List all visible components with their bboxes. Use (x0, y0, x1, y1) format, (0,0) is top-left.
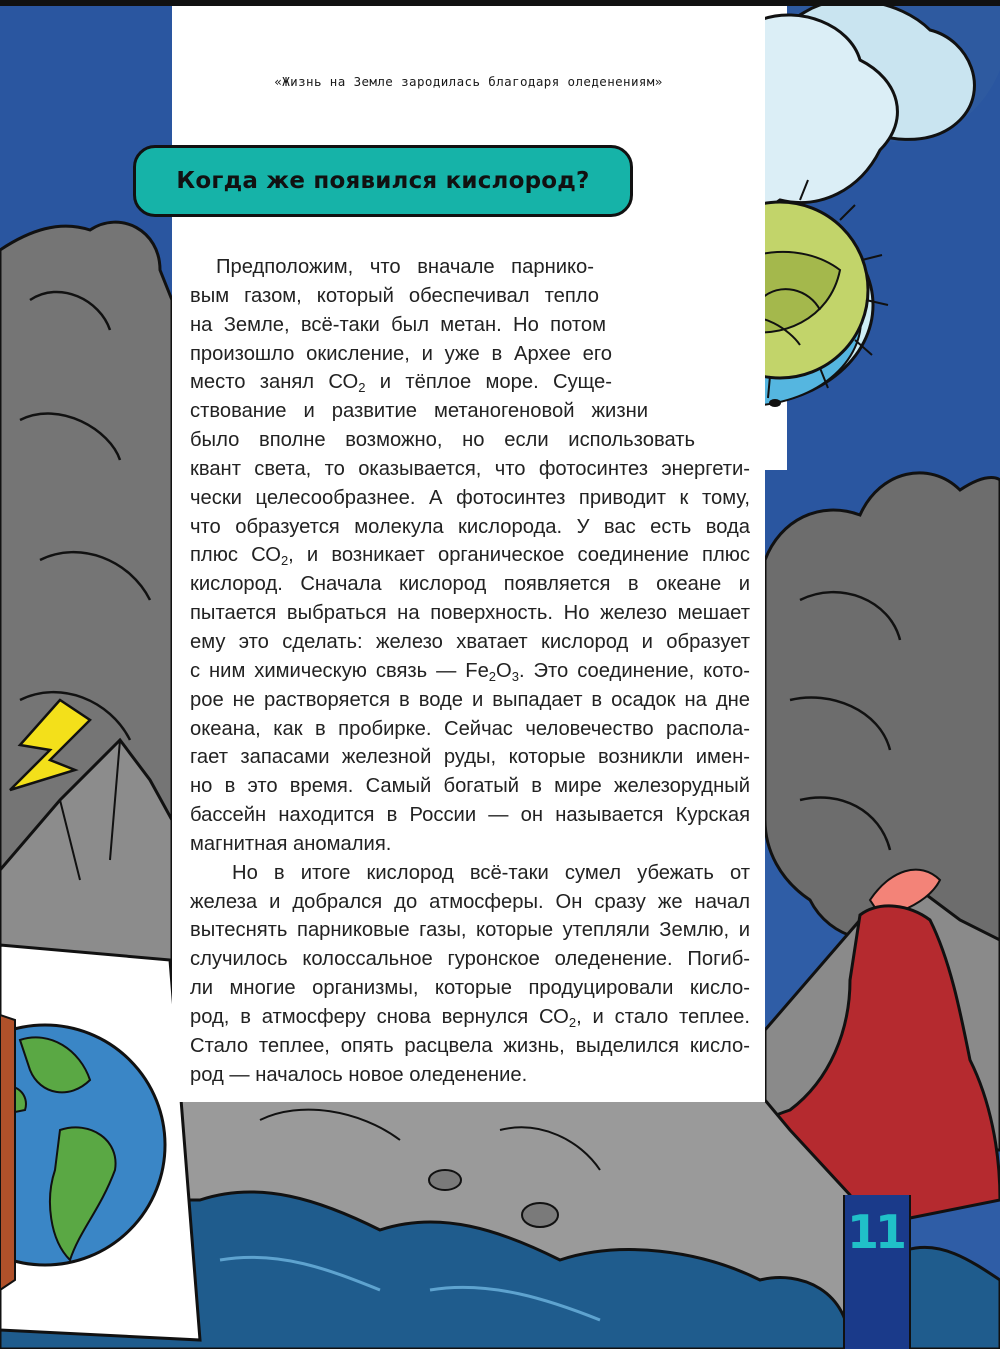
text-line: ему это сделать: железо хватает кислород и образует (190, 630, 750, 653)
text-line: ли многие организмы, которые продуцировали кисло- (190, 977, 750, 1000)
text-line: что образуется молекула кислорода. У вас есть вода (190, 515, 750, 538)
top-edge (0, 0, 1000, 6)
text-line: на Земле, всё-таки был метан. Но потом (190, 313, 606, 336)
section-heading-box (133, 145, 633, 217)
text-line: произошло окисление, и уже в Архее его (190, 342, 612, 365)
text-line: пытается выбраться на поверхность. Но железо мешает (190, 602, 750, 625)
text-line: но в это время. Самый богатый в мире железорудный (190, 775, 750, 798)
text-line: чески целесообразнее. А фотосинтез приводит к тому, (190, 486, 750, 509)
text-line: Стало теплее, опять расцвела жизнь, выделился кисло- (190, 1034, 750, 1057)
text-line: Но в итоге кислород всё-таки сумел убежать от (232, 861, 750, 884)
text-line: с ним химическую связь — $Fe_2O_3$. Это соединение, кото- (190, 659, 750, 684)
text-line: рое не растворяется в воде и выпадает в осадок на дне (190, 688, 750, 711)
text-line: вым газом, который обеспечивал тепло (190, 284, 599, 307)
text-line: род, в атмосферу снова вернулся $СО_2$, и стало теплее. (190, 1005, 750, 1030)
text-line: железа и добрался до атмосферы. Он сразу же начал (190, 890, 750, 913)
text-line: квант света, то оказывается, что фотосинтез энергети- (190, 457, 750, 480)
text-line: плюс $СО_2$, и возникает органическое соединение плюс (190, 544, 750, 569)
text-line: было вполне возможно, но если использовать (190, 429, 695, 452)
text-line: вытеснять парниковые газы, которые утепляли Землю, и (190, 919, 750, 942)
text-line: океана, как в пробирке. Сейчас человечество распола- (190, 717, 750, 740)
text-line: род — началось новое оледенение. (190, 1063, 528, 1086)
text-line: гает запасами железной руды, которые возникли имен- (190, 746, 750, 769)
text-line: кислород. Сначала кислород появляется в океане и (190, 573, 750, 596)
article-body (190, 253, 750, 1089)
text-line: магнитная аномалия. (190, 832, 392, 855)
text-line: случилось колоссальное гуронское оледенение. Погиб- (190, 948, 750, 971)
running-head: «Жизнь на Земле зародилась благодаря оледенениям» (274, 74, 663, 89)
text-line: ствование и развитие метаногеновой жизни (190, 400, 648, 423)
text-line: Предположим, что вначале парнико- (216, 256, 594, 278)
page-number: 11 (846, 1205, 903, 1259)
text-line: бассейн находится в России — он называется Курская (190, 804, 750, 827)
text-line: место занял $СО_2$ и тёплое море. Суще- (190, 371, 612, 396)
globe-icon (0, 945, 200, 1340)
section-heading: Когда же появился кислород? (176, 168, 590, 194)
